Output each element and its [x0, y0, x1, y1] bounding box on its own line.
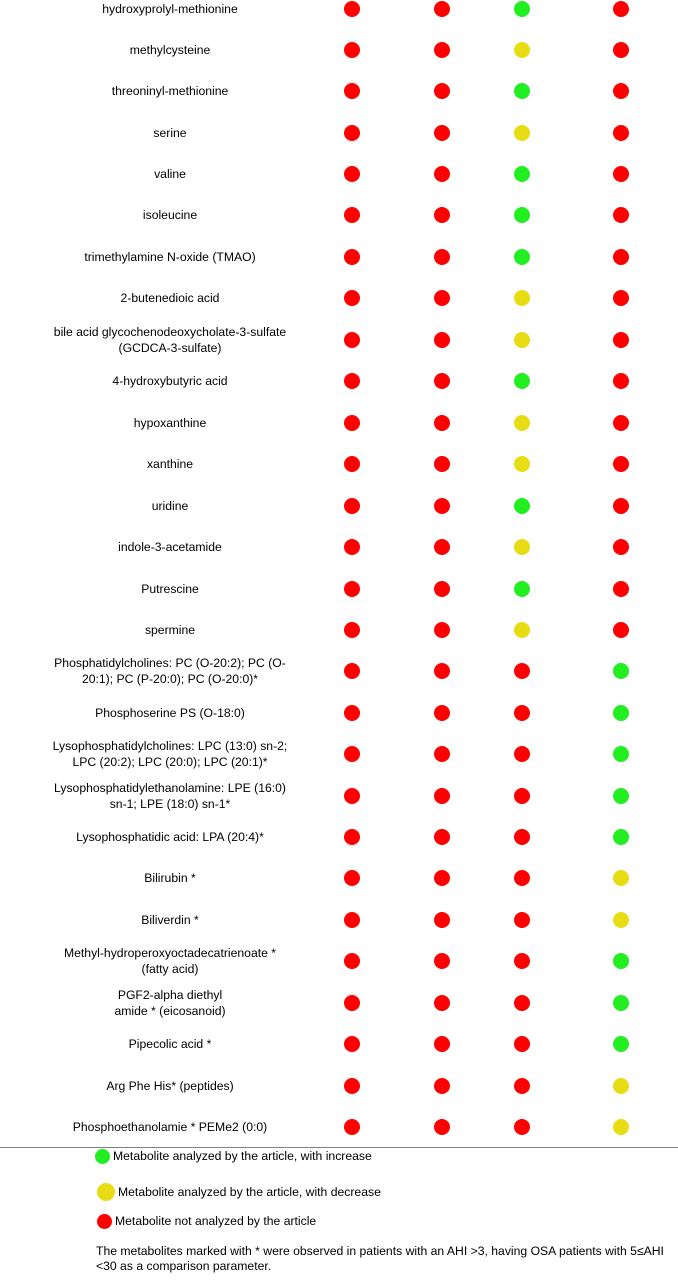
red-dot-icon — [514, 870, 530, 886]
red-dot-icon — [344, 1036, 360, 1052]
red-dot-icon — [613, 581, 629, 597]
red-dot-icon — [344, 332, 360, 348]
red-dot-icon — [344, 870, 360, 886]
yellow-dot-icon — [514, 456, 530, 472]
yellow-dot-icon — [514, 125, 530, 141]
red-dot-icon — [613, 290, 629, 306]
yellow-dot-icon — [514, 42, 530, 58]
red-dot-icon — [344, 1, 360, 17]
red-dot-icon — [434, 581, 450, 597]
legend-decrease — [97, 1183, 381, 1201]
metabolite-name: uridine — [151, 499, 189, 513]
yellow-dot-icon — [514, 290, 530, 306]
red-dot-icon — [434, 995, 450, 1011]
red-dot-icon — [344, 953, 360, 969]
red-dot-icon — [434, 1078, 450, 1094]
footnote: The metabolites marked with * were observed in patients with an AHI >3, having OSA patients with 5≤AHI <30 as a comparison parameter. — [96, 1244, 664, 1273]
red-dot-icon — [434, 125, 450, 141]
red-dot-icon — [434, 249, 450, 265]
legend-not-analyzed-label: Metabolite not analyzed by the article — [115, 1214, 317, 1228]
metabolite-name: Methyl-hydroperoxyoctadecatrienoate * (fatty acid) — [63, 946, 277, 976]
green-dot-icon — [514, 581, 530, 597]
metabolite-name: threoninyl-methionine — [111, 84, 229, 98]
green-dot-icon — [514, 1, 530, 17]
metabolite-name: isoleucine — [142, 208, 198, 222]
red-dot-icon — [613, 622, 629, 638]
red-dot-icon — [434, 622, 450, 638]
red-dot-icon — [344, 788, 360, 804]
yellow-dot-icon — [613, 912, 629, 928]
red-dot-icon — [434, 456, 450, 472]
metabolite-name: Lysophosphatidic acid: LPA (20:4)* — [76, 830, 264, 844]
red-dot-icon — [613, 456, 629, 472]
red-dot-icon — [514, 746, 530, 762]
metabolite-name: Pipecolic acid * — [128, 1037, 212, 1051]
red-dot-icon — [514, 1078, 530, 1094]
red-dot-icon — [344, 663, 360, 679]
metabolite-name: Lysophosphatidylcholines: LPC (13:0) sn-2; LPC (20:2); LPC (20:0); LPC (20:1)* — [52, 739, 288, 769]
green-dot-icon — [95, 1149, 110, 1164]
metabolite-name: Phosphatidylcholines: PC (O-20:2); PC (O- 20:1); PC (P-20:0); PC (O-20:0)* — [54, 656, 286, 686]
red-dot-icon — [434, 870, 450, 886]
yellow-dot-icon — [514, 622, 530, 638]
red-dot-icon — [613, 373, 629, 389]
green-dot-icon — [613, 829, 629, 845]
yellow-dot-icon — [613, 870, 629, 886]
metabolite-name: Bilirubin * — [144, 871, 196, 885]
green-dot-icon — [514, 83, 530, 99]
green-dot-icon — [514, 373, 530, 389]
red-dot-icon — [434, 207, 450, 223]
red-dot-icon — [434, 1, 450, 17]
metabolite-name: 2-butenedioic acid — [120, 291, 220, 305]
metabolite-name: Phosphoserine PS (O-18:0) — [95, 706, 245, 720]
red-dot-icon — [434, 539, 450, 555]
red-dot-icon — [344, 581, 360, 597]
red-dot-icon — [344, 912, 360, 928]
red-dot-icon — [344, 1078, 360, 1094]
metabolite-name: Putrescine — [141, 582, 199, 596]
metabolite-name: Biliverdin * — [141, 913, 199, 927]
metabolite-name: methylcysteine — [129, 43, 211, 57]
red-dot-icon — [434, 415, 450, 431]
red-dot-icon — [344, 415, 360, 431]
red-dot-icon — [514, 663, 530, 679]
red-dot-icon — [434, 1036, 450, 1052]
red-dot-icon — [434, 1119, 450, 1135]
yellow-dot-icon — [613, 1078, 629, 1094]
red-dot-icon — [344, 42, 360, 58]
red-dot-icon — [613, 498, 629, 514]
red-dot-icon — [344, 166, 360, 182]
metabolite-name: serine — [153, 126, 187, 140]
red-dot-icon — [344, 249, 360, 265]
red-dot-icon — [344, 622, 360, 638]
yellow-dot-icon — [97, 1183, 115, 1201]
green-dot-icon — [514, 207, 530, 223]
red-dot-icon — [434, 42, 450, 58]
legend-increase — [95, 1148, 372, 1164]
red-dot-icon — [97, 1214, 112, 1229]
red-dot-icon — [344, 995, 360, 1011]
red-dot-icon — [344, 373, 360, 389]
red-dot-icon — [434, 498, 450, 514]
red-dot-icon — [434, 290, 450, 306]
green-dot-icon — [613, 953, 629, 969]
metabolite-name: hydroxyprolyl-methionine — [102, 2, 238, 16]
red-dot-icon — [514, 1119, 530, 1135]
metabolite-name: hypoxanthine — [133, 416, 207, 430]
metabolite-name: Lysophosphatidylethanolamine: LPE (16:0) sn-1; LPE (18:0) sn-1* — [54, 781, 286, 811]
red-dot-icon — [434, 746, 450, 762]
red-dot-icon — [613, 42, 629, 58]
red-dot-icon — [344, 746, 360, 762]
red-dot-icon — [344, 1119, 360, 1135]
red-dot-icon — [434, 705, 450, 721]
green-dot-icon — [613, 705, 629, 721]
red-dot-icon — [613, 415, 629, 431]
green-dot-icon — [613, 788, 629, 804]
red-dot-icon — [434, 83, 450, 99]
green-dot-icon — [514, 249, 530, 265]
yellow-dot-icon — [613, 1119, 629, 1135]
red-dot-icon — [613, 1, 629, 17]
red-dot-icon — [434, 953, 450, 969]
metabolite-name: xanthine — [146, 457, 194, 471]
red-dot-icon — [613, 249, 629, 265]
red-dot-icon — [344, 207, 360, 223]
green-dot-icon — [613, 663, 629, 679]
legend-not-analyzed — [97, 1213, 316, 1229]
metabolite-name: bile acid glycochenodeoxycholate-3-sulfate (GCDCA-3-sulfate) — [53, 325, 287, 355]
metabolite-name: indole-3-acetamide — [118, 540, 222, 554]
red-dot-icon — [514, 829, 530, 845]
red-dot-icon — [613, 207, 629, 223]
legend-increase-label: Metabolite analyzed by the article, with increase — [113, 1149, 372, 1163]
red-dot-icon — [434, 788, 450, 804]
red-dot-icon — [344, 125, 360, 141]
red-dot-icon — [434, 663, 450, 679]
red-dot-icon — [613, 539, 629, 555]
red-dot-icon — [434, 912, 450, 928]
red-dot-icon — [434, 373, 450, 389]
red-dot-icon — [514, 705, 530, 721]
yellow-dot-icon — [514, 539, 530, 555]
metabolite-name: valine — [154, 167, 186, 181]
metabolite-name: spermine — [144, 623, 196, 637]
metabolite-name: Arg Phe His* (peptides) — [106, 1079, 234, 1093]
metabolite-name: Phosphoethanolamie * PEMe2 (0:0) — [72, 1120, 268, 1134]
green-dot-icon — [613, 1036, 629, 1052]
red-dot-icon — [344, 829, 360, 845]
legend-decrease-label: Metabolite analyzed by the article, with decrease — [118, 1185, 381, 1199]
red-dot-icon — [613, 166, 629, 182]
red-dot-icon — [514, 912, 530, 928]
green-dot-icon — [613, 746, 629, 762]
red-dot-icon — [344, 705, 360, 721]
metabolite-name: 4-hydroxybutyric acid — [112, 374, 228, 388]
yellow-dot-icon — [514, 332, 530, 348]
red-dot-icon — [434, 166, 450, 182]
red-dot-icon — [613, 83, 629, 99]
green-dot-icon — [514, 166, 530, 182]
red-dot-icon — [344, 290, 360, 306]
red-dot-icon — [514, 995, 530, 1011]
metabolite-name: trimethylamine N-oxide (TMAO) — [84, 250, 256, 264]
red-dot-icon — [514, 953, 530, 969]
red-dot-icon — [613, 125, 629, 141]
red-dot-icon — [344, 539, 360, 555]
red-dot-icon — [514, 788, 530, 804]
red-dot-icon — [344, 83, 360, 99]
green-dot-icon — [514, 498, 530, 514]
red-dot-icon — [434, 829, 450, 845]
red-dot-icon — [344, 498, 360, 514]
yellow-dot-icon — [514, 415, 530, 431]
red-dot-icon — [434, 332, 450, 348]
green-dot-icon — [613, 995, 629, 1011]
red-dot-icon — [514, 1036, 530, 1052]
metabolite-name: PGF2-alpha diethyl amide * (eicosanoid) — [114, 988, 226, 1018]
red-dot-icon — [344, 456, 360, 472]
red-dot-icon — [613, 332, 629, 348]
